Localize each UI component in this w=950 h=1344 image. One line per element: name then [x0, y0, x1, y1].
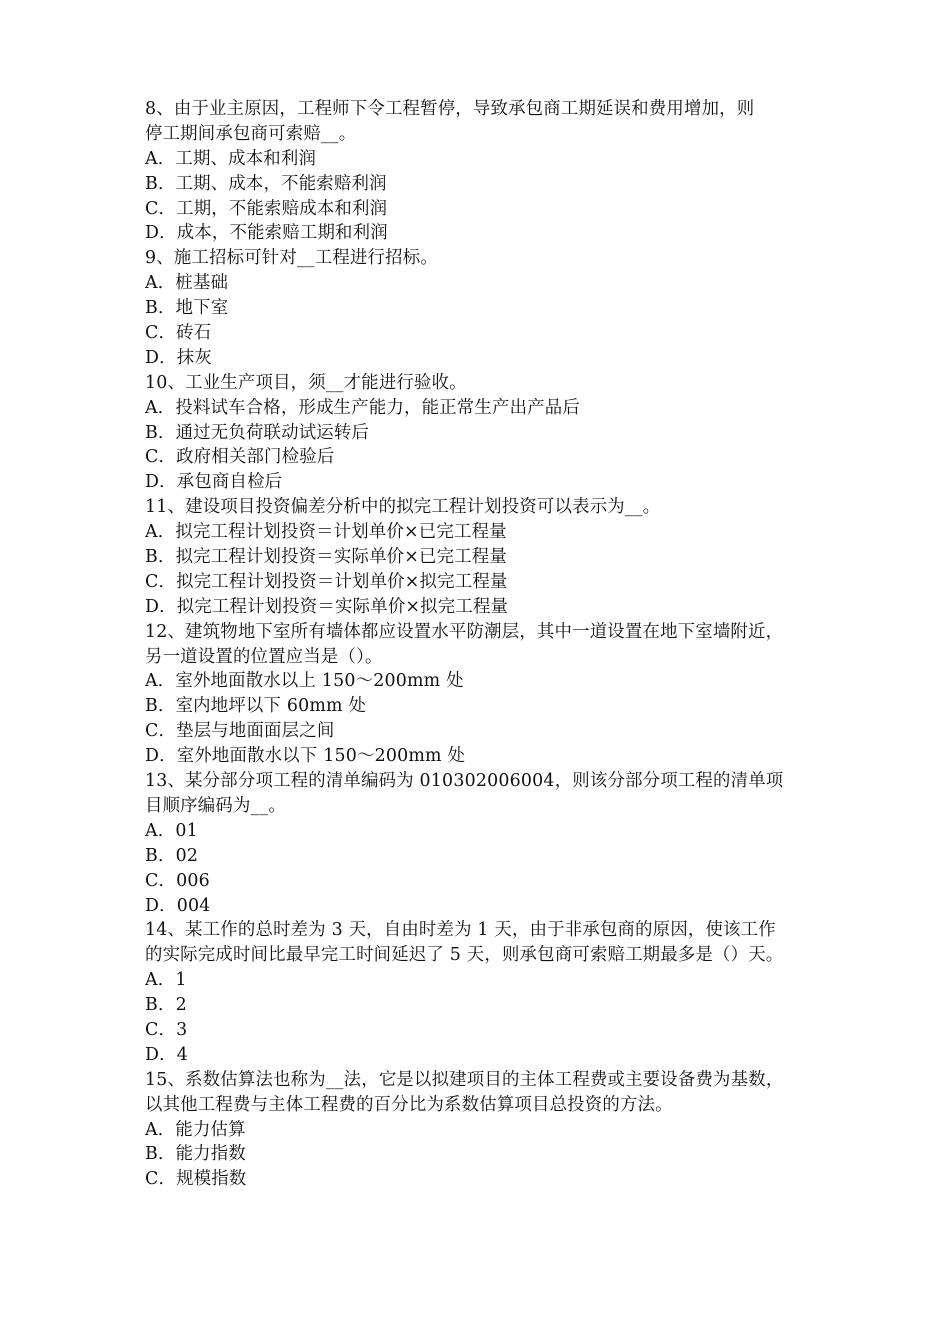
answer-option: A．1	[145, 970, 187, 991]
answer-option: B．通过无负荷联动试运转后	[145, 422, 370, 443]
answer-option: D．室外地面散水以下 150～200mm 处	[145, 746, 466, 767]
question-stem-line: 9、施工招标可针对__工程进行招标。	[145, 248, 438, 269]
question-stem-line: 另一道设置的位置应当是（）。	[145, 646, 383, 667]
answer-option: A．桩基础	[145, 273, 229, 294]
answer-option: C．砖石	[145, 323, 212, 344]
answer-option: A．能力估算	[145, 1119, 246, 1140]
question-block	[145, 769, 810, 918]
answer-option: A．01	[145, 820, 198, 841]
question-stem-line: 14、某工作的总时差为 3 天，自由时差为 1 天，由于非承包商的原因，使该工作	[145, 920, 776, 941]
question-block	[145, 620, 810, 769]
question-stem-line: 目顺序编码为__。	[145, 795, 286, 816]
question-stem-line: 12、建筑物地下室所有墙体都应设置水平防潮层，其中一道设置在地下室墙附近，	[145, 621, 784, 642]
question-stem-line: 15、系数估算法也称为__法，它是以拟建项目的主体工程费或主要设备费为基数，	[145, 1069, 784, 1090]
question-block	[145, 495, 810, 619]
question-stem-line: 10、工业生产项目，须__才能进行验收。	[145, 372, 467, 393]
answer-option: C．规模指数	[145, 1169, 247, 1190]
answer-option: B．2	[145, 995, 187, 1016]
answer-option: C．拟完工程计划投资＝计划单价×拟完工程量	[145, 571, 508, 592]
question-block	[145, 246, 810, 370]
answer-option: D．4	[145, 1044, 188, 1065]
answer-option: B．工期、成本，不能索赔利润	[145, 173, 387, 194]
answer-option: C．3	[145, 1019, 188, 1040]
question-stem-line: 停工期间承包商可索赔__。	[145, 123, 357, 144]
answer-option: A．投料试车合格，形成生产能力，能正常生产出产品后	[145, 397, 580, 418]
answer-option: B．02	[145, 845, 199, 866]
answer-option: A．拟完工程计划投资＝计划单价×已完工程量	[145, 522, 507, 543]
question-list	[145, 97, 810, 1192]
question-block	[145, 371, 810, 495]
question-stem-line: 13、某分部分项工程的清单编码为 010302006004，则该分部分项工程的清单项	[145, 771, 784, 792]
answer-option: B．室内地坪以下 60mm 处	[145, 696, 367, 717]
answer-option: C．工期，不能索赔成本和利润	[145, 198, 388, 219]
question-stem-line: 8、由于业主原因，工程师下令工程暂停，导致承包商工期延误和费用增加，则	[145, 99, 755, 119]
answer-option: C．政府相关部门检验后	[145, 447, 335, 468]
question-stem-line: 的实际完成时间比最早完工时间延迟了 5 天，则承包商可索赔工期最多是（）天。	[145, 945, 784, 966]
answer-option: B．拟完工程计划投资＝实际单价×已完工程量	[145, 547, 507, 568]
answer-option: D．成本，不能索赔工期和利润	[145, 223, 388, 244]
answer-option: D．004	[145, 895, 211, 916]
question-stem-line: 11、建设项目投资偏差分析中的拟完工程计划投资可以表示为__。	[145, 497, 661, 518]
answer-option: A．室外地面散水以上 150～200mm 处	[145, 671, 464, 692]
answer-option: D．抹灰	[145, 347, 212, 368]
question-stem-line: 以其他工程费与主体工程费的百分比为系数估算项目总投资的方法。	[145, 1094, 673, 1115]
answer-option: C．006	[145, 870, 210, 891]
answer-option: B．地下室	[145, 298, 229, 319]
question-block	[145, 1068, 810, 1192]
answer-option: D．承包商自检后	[145, 472, 283, 493]
answer-option: A．工期、成本和利润	[145, 148, 317, 169]
question-block	[145, 918, 810, 1067]
answer-option: C．垫层与地面面层之间	[145, 721, 335, 742]
answer-option: B．能力指数	[145, 1144, 246, 1165]
answer-option: D．拟完工程计划投资＝实际单价×拟完工程量	[145, 596, 509, 617]
question-block	[145, 97, 810, 246]
